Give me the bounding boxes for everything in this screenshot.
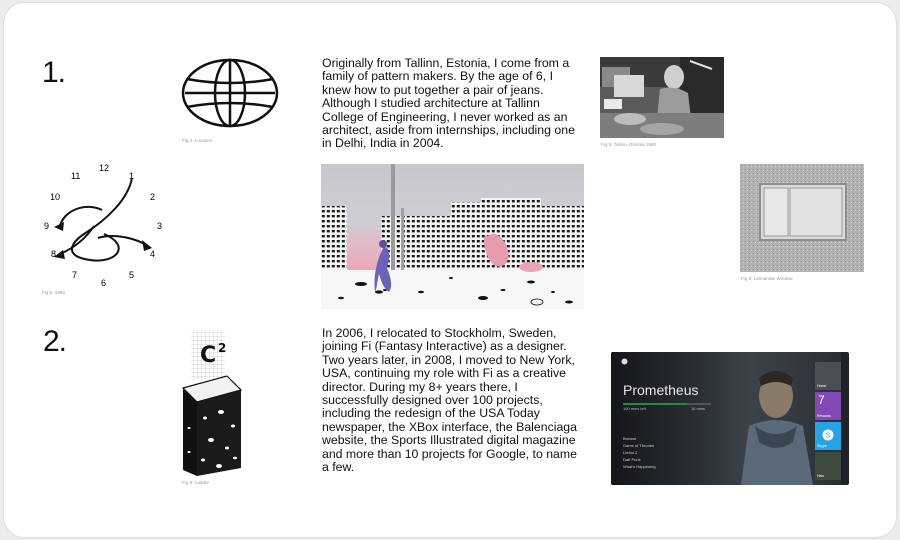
xbox-tile-skype[interactable]: S Skype <box>815 422 841 450</box>
xbox-title: Prometheus <box>623 382 699 398</box>
ladder-logo-superscript: 2 <box>218 341 227 355</box>
clock-number-4: 4 <box>150 249 156 259</box>
tallinn-photo <box>600 57 724 138</box>
bio-paragraph-1: Originally from Tallinn, Estonia, I come from a family of pattern makers. By the age of 6, I knew how to put together a pair of jeans. Although I studied architecture at Tallinn College of Engineering, I never worked as an architect, aside from internships, including one in Delhi, India in 2004. <box>322 56 575 151</box>
clock-number-12: 12 <box>99 163 110 173</box>
xbox-menu-item[interactable]: Browse <box>623 436 637 441</box>
ladder-logo-letter: C <box>200 343 217 368</box>
caption-clock: Fig 6: 1984 <box>42 290 65 295</box>
caption-ladder: Fig 9: Ladder <box>182 480 210 485</box>
xbox-logo-icon <box>621 358 628 365</box>
clock-number-10: 10 <box>50 192 61 202</box>
svg-text:S: S <box>825 432 831 440</box>
xbox-tile-home[interactable]: Home <box>815 362 841 390</box>
xbox-tile-number: 7 <box>818 393 825 407</box>
city-illustration <box>321 164 584 309</box>
xbox-menu-item[interactable]: What's Happening <box>623 464 656 469</box>
xbox-menu-item[interactable]: Game of Thrones <box>623 443 655 448</box>
clock-number-6: 6 <box>101 278 107 288</box>
clock-diagram <box>36 160 176 290</box>
xbox-tile-halo[interactable]: Halo <box>815 452 841 480</box>
caption-location: Fig 4: Location <box>182 138 213 143</box>
caption-window: Fig 8: Lasnamäe Window <box>741 276 793 281</box>
clock-number-7: 7 <box>72 270 78 280</box>
xbox-interface-screenshot <box>611 352 849 485</box>
skype-icon <box>822 429 834 441</box>
xbox-meta-left: 100 mins left <box>623 406 646 411</box>
xbox-tile-rewards[interactable]: 7 Rewards <box>815 392 841 420</box>
clock-number-9: 9 <box>44 221 50 231</box>
clock-number-8: 8 <box>51 249 57 259</box>
caption-tallinn: Fig 5: Tallinn, Estonia 1980 <box>601 142 657 147</box>
xbox-hero-figure <box>731 362 821 485</box>
window-image <box>740 164 864 272</box>
xbox-menu-item[interactable]: Limbo 2 <box>623 450 638 455</box>
bio-paragraph-2: In 2006, I relocated to Stockholm, Sweden, joining Fi (Fantasy Interactive) as a designer. Two years later, in 2008, I moved to New York, USA, continuing my role with Fi as a creative director. During my 8+ years there, I successfully designed over 100 projects, including the redesign of the USA Today newspaper, the XBox interface, the Balenciaga website, the Sports Illustrated digital magazine and more than 10 projects for Google, to name a few. <box>322 326 577 475</box>
globe-icon <box>181 57 279 129</box>
clock-number-1: 1 <box>129 171 135 181</box>
clock-number-5: 5 <box>129 270 135 280</box>
clock-number-11: 11 <box>71 171 81 181</box>
xbox-meta-right: 16 mins <box>691 406 706 411</box>
xbox-progress-bar <box>623 403 687 405</box>
section-number-1: 1. <box>42 56 66 89</box>
xbox-menu-item[interactable]: Daft Punk <box>623 457 641 462</box>
clock-number-3: 3 <box>157 221 163 231</box>
clock-number-2: 2 <box>150 192 156 202</box>
section-number-2: 2. <box>43 325 67 358</box>
